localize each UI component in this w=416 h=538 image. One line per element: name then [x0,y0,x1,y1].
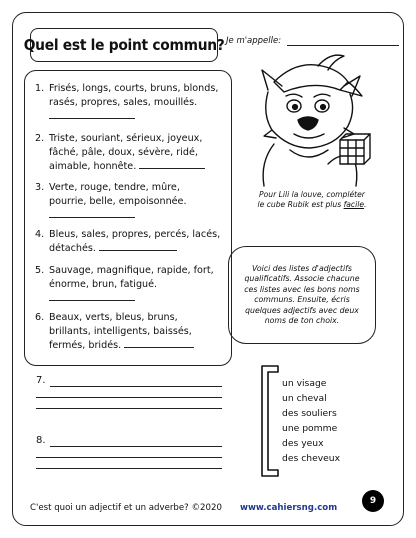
exercise-line: Frisés, longs, courts, bruns, blonds, [49,83,219,94]
caption-line: Pour Lili la louve, compléter [259,190,365,199]
noun-list [282,376,340,466]
page-number-badge: 9 [362,490,384,512]
answer-blank[interactable] [124,339,194,348]
write-in-7 [36,375,222,409]
exercise-number: 5. [35,265,45,276]
wolf-illustration [244,52,382,188]
exercise-line: Sauvage, magnifique, rapide, fort, [49,265,214,276]
write-line[interactable] [50,386,222,387]
exercise-2 [35,132,227,174]
caption-emphasis: facile [343,200,365,209]
exercise-line: Beaux, verts, bleus, bruns, [49,312,178,323]
write-in-8 [36,435,222,469]
exercise-line: aimable, honnête. [49,161,137,172]
instruction-line: communs. Ensuite, écris [254,295,350,304]
exercise-number: 1. [35,83,45,94]
instructions-box [228,246,376,344]
bracket-shape [258,364,280,478]
write-line[interactable] [36,387,222,398]
noun-item: des cheveux [282,453,341,464]
name-line[interactable] [287,36,399,46]
noun-item: un cheval [282,393,327,404]
name-field[interactable] [226,36,399,46]
caption-line: le cube Rubik est plus [257,200,342,209]
instruction-line: quelques adjectifs avec deux [245,305,359,315]
instruction-line: ces listes avec les bons noms [244,284,360,294]
instruction-line: Voici des listes d'adjectifs [252,263,352,273]
caption-end: . [364,200,367,209]
title-box [23,28,225,62]
write-line[interactable] [36,447,222,458]
noun-item: des souliers [282,408,337,419]
answer-blank[interactable] [99,242,177,251]
exercise-line: fermés, bridés. [49,340,122,351]
exercise-number: 6. [35,312,45,323]
exercise-3 [35,181,227,223]
exercise-1 [35,82,227,124]
exercise-line: brillants, intelligents, baissés, [49,326,192,337]
answer-blank[interactable] [49,292,135,301]
noun-item: une pomme [282,423,338,434]
page-title: Quel est le point commun? [23,36,225,54]
answer-blank[interactable] [49,110,135,119]
write-line[interactable] [36,458,222,469]
exercise-line: Verte, rouge, tendre, mûre, [49,182,180,193]
footer-copyright: C'est quoi un adjectif et un adverbe? ©2020 [30,503,222,513]
exercise-line: détachés. [49,243,96,254]
exercise-4 [35,228,227,256]
write-line[interactable] [36,398,222,409]
instructions-text [244,264,359,327]
illustration-caption [236,190,388,210]
instruction-line: qualificatifs. Associe chacune [244,274,360,283]
answer-blank[interactable] [139,160,205,169]
exercise-5 [35,264,227,306]
answer-blank[interactable] [49,209,135,218]
exercise-line: énorme, brun, fatigué. [49,279,158,290]
name-label: Je m'appelle: [226,36,282,46]
write-line[interactable] [50,446,222,447]
exercise-line: pourrie, belle, empoisonnée. [49,196,187,207]
write-in-number: 8. [36,435,46,446]
exercise-line: Triste, souriant, sérieux, joyeux, [49,133,203,144]
noun-item: un visage [282,378,327,389]
noun-item: des yeux [282,438,324,449]
exercise-line: Bleus, sales, propres, percés, lacés, [49,229,221,240]
write-in-number: 7. [36,375,46,386]
exercise-line: rasés, propres, sales, mouillés. [49,97,198,108]
footer-url[interactable]: www.cahiersng.com [240,503,338,513]
exercise-number: 4. [35,229,45,240]
instruction-line: noms de ton choix. [264,316,340,325]
exercise-box [24,70,232,366]
exercise-number: 3. [35,182,45,193]
exercise-line: fâché, pâle, doux, sévère, ridé, [49,147,198,158]
exercise-6 [35,311,227,353]
exercise-number: 2. [35,133,45,144]
